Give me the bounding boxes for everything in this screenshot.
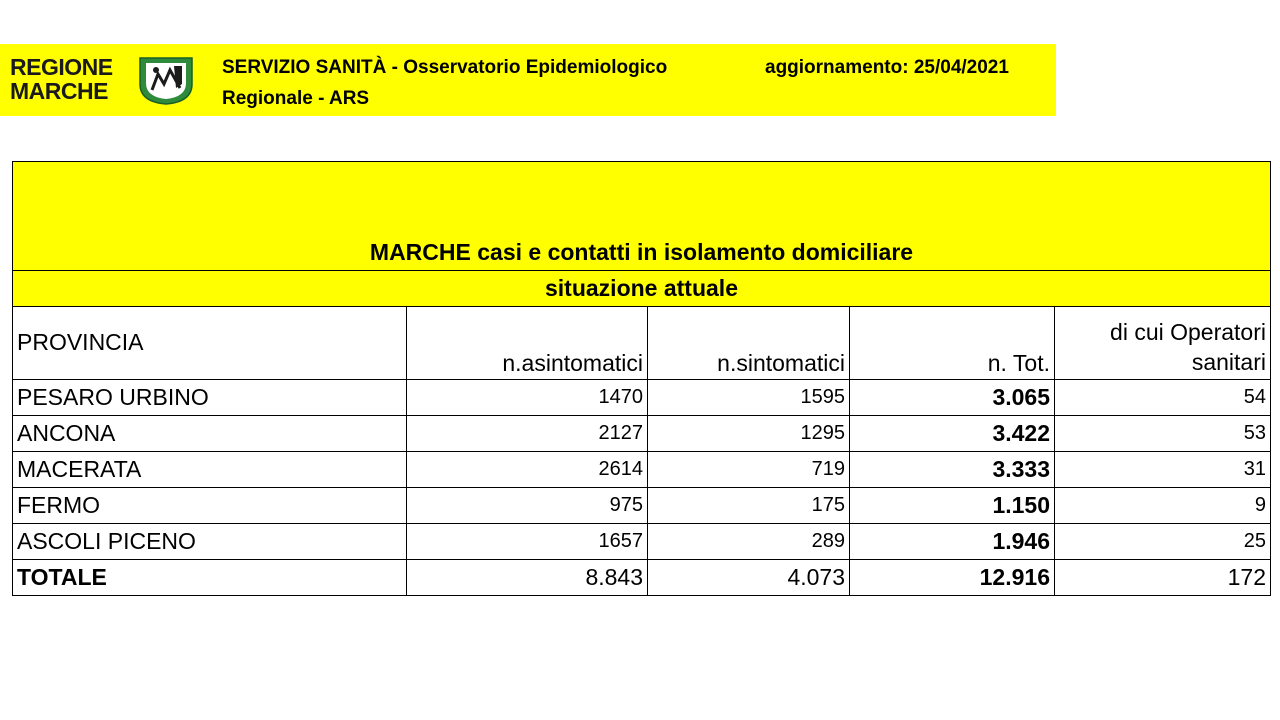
service-line-1: SERVIZIO SANITÀ - Osservatorio Epidemiologico (222, 57, 668, 78)
symptomatic-value: 289 (648, 524, 850, 560)
total-value: 1.946 (850, 524, 1055, 560)
column-header-symptomatic: n.sintomatici (648, 307, 850, 380)
total-health-workers: 172 (1055, 560, 1271, 596)
asymptomatic-value: 2614 (407, 452, 648, 488)
province-name: ASCOLI PICENO (13, 524, 407, 560)
asymptomatic-value: 1657 (407, 524, 648, 560)
health-workers-value: 9 (1055, 488, 1271, 524)
asymptomatic-value: 1470 (407, 380, 648, 416)
service-title (222, 52, 667, 114)
province-name: MACERATA (13, 452, 407, 488)
province-name: ANCONA (13, 416, 407, 452)
total-value: 3.333 (850, 452, 1055, 488)
column-header-health-workers (1055, 307, 1271, 380)
table-title: MARCHE casi e contatti in isolamento domiciliare (13, 162, 1271, 271)
column-header-health-workers-line-2: sanitari (1191, 349, 1266, 375)
table-row (13, 524, 1271, 560)
update-date: aggiornamento: 25/04/2021 (765, 57, 1009, 78)
table-row (13, 488, 1271, 524)
symptomatic-value: 1595 (648, 380, 850, 416)
header-banner (0, 44, 1056, 116)
total-value: 3.065 (850, 380, 1055, 416)
total-symptomatic: 4.073 (648, 560, 850, 596)
service-line-2: Regionale - ARS (222, 88, 370, 109)
table-total-row (13, 560, 1271, 596)
health-workers-value: 53 (1055, 416, 1271, 452)
table-subtitle-row (13, 271, 1271, 307)
table-row (13, 416, 1271, 452)
total-asymptomatic: 8.843 (407, 560, 648, 596)
total-label: TOTALE (13, 560, 407, 596)
logo-line-2: MARCHE (10, 78, 108, 104)
asymptomatic-value: 975 (407, 488, 648, 524)
column-header-province: PROVINCIA (13, 307, 407, 380)
logo-line-1: REGIONE (10, 54, 113, 80)
province-name: FERMO (13, 488, 407, 524)
table-subtitle: situazione attuale (13, 271, 1271, 307)
table-row (13, 380, 1271, 416)
province-name: PESARO URBINO (13, 380, 407, 416)
symptomatic-value: 1295 (648, 416, 850, 452)
regione-marche-logo (10, 54, 195, 106)
column-header-health-workers-line-1: di cui Operatori (1110, 319, 1266, 345)
health-workers-value: 54 (1055, 380, 1271, 416)
total-value: 3.422 (850, 416, 1055, 452)
column-header-asymptomatic: n.asintomatici (407, 307, 648, 380)
health-workers-value: 25 (1055, 524, 1271, 560)
asymptomatic-value: 2127 (407, 416, 648, 452)
symptomatic-value: 719 (648, 452, 850, 488)
health-workers-value: 31 (1055, 452, 1271, 488)
regione-marche-shield-icon (136, 54, 196, 106)
table-title-row (13, 162, 1271, 271)
grand-total: 12.916 (850, 560, 1055, 596)
column-header-total: n. Tot. (850, 307, 1055, 380)
table-row (13, 452, 1271, 488)
symptomatic-value: 175 (648, 488, 850, 524)
total-value: 1.150 (850, 488, 1055, 524)
logo-text (10, 55, 113, 103)
isolation-table (12, 161, 1271, 596)
table-header-row (13, 307, 1271, 380)
